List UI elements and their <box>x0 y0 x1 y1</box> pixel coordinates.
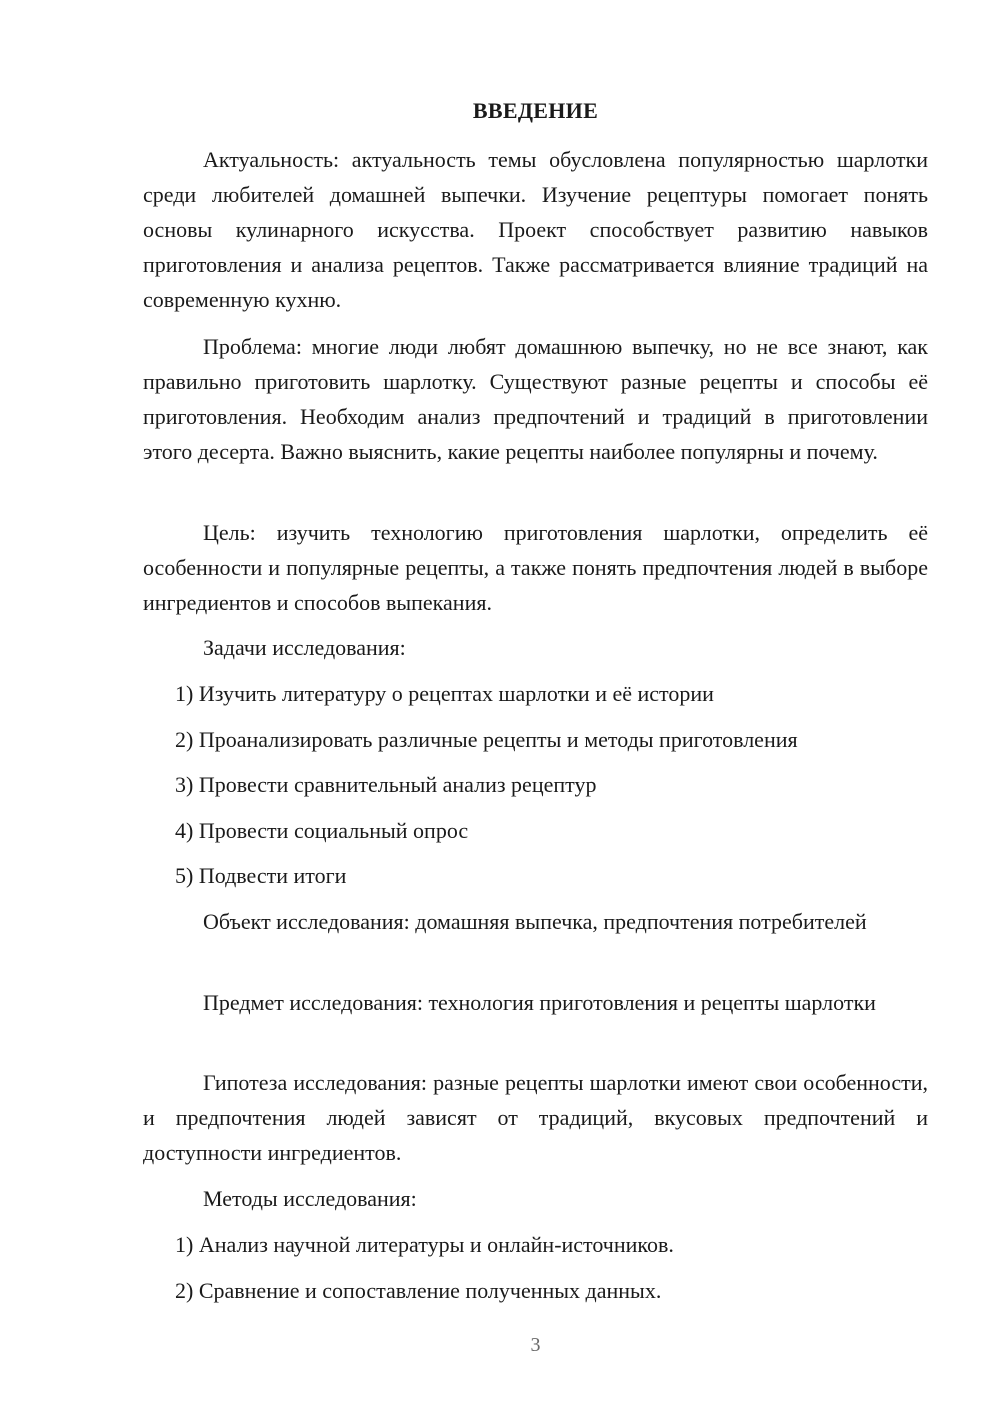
tasks-heading: Задачи исследования: <box>203 635 406 660</box>
task-item: 5) Подвести итоги <box>175 863 347 888</box>
subject-paragraph: Предмет исследования: технология приготовления и рецепты шарлотки <box>203 990 876 1015</box>
task-item: 1) Изучить литературу о рецептах шарлотки и её истории <box>175 681 714 706</box>
problem-paragraph: Проблема: многие люди любят домашнюю выпечку, но не все знают, как правильно приготовить шарлотку. Существуют разные рецепты и способы её приготовления. Необходим анализ предпочтений и традиций в приготовлении этого десерта. Важно выяснить, какие рецепты наиболее популярны и почему. <box>143 334 928 464</box>
page-title: ВВЕДЕНИЕ <box>472 98 599 123</box>
relevance-paragraph: Актуальность: актуальность темы обусловлена популярностью шарлотки среди любителей домашней выпечки. Изучение рецептуры помогает понять основы кулинарного искусства. Проект способствует развитию навыков приготовления и анализа рецептов. Также рассматривается влияние традиций на современную кухню. <box>143 147 928 312</box>
task-item: 2) Проанализировать различные рецепты и методы приготовления <box>175 727 798 752</box>
method-item: 1) Анализ научной литературы и онлайн-источников. <box>175 1232 674 1257</box>
task-item: 3) Провести сравнительный анализ рецептур <box>175 772 597 797</box>
methods-heading: Методы исследования: <box>203 1186 417 1211</box>
page-number: 3 <box>530 1334 541 1356</box>
hypothesis-paragraph: Гипотеза исследования: разные рецепты шарлотки имеют свои особенности, и предпочтения людей зависят от традиций, вкусовых предпочтений и доступности ингредиентов. <box>143 1070 928 1165</box>
task-item: 4) Провести социальный опрос <box>175 818 469 843</box>
document-page <box>143 0 928 1414</box>
method-item: 2) Сравнение и сопоставление полученных данных. <box>175 1278 662 1303</box>
object-paragraph: Объект исследования: домашняя выпечка, предпочтения потребителей <box>203 909 867 934</box>
goal-paragraph: Цель: изучить технологию приготовления шарлотки, определить её особенности и популярные рецепты, а также понять предпочтения людей в выборе ингредиентов и способов выпекания. <box>143 520 928 615</box>
